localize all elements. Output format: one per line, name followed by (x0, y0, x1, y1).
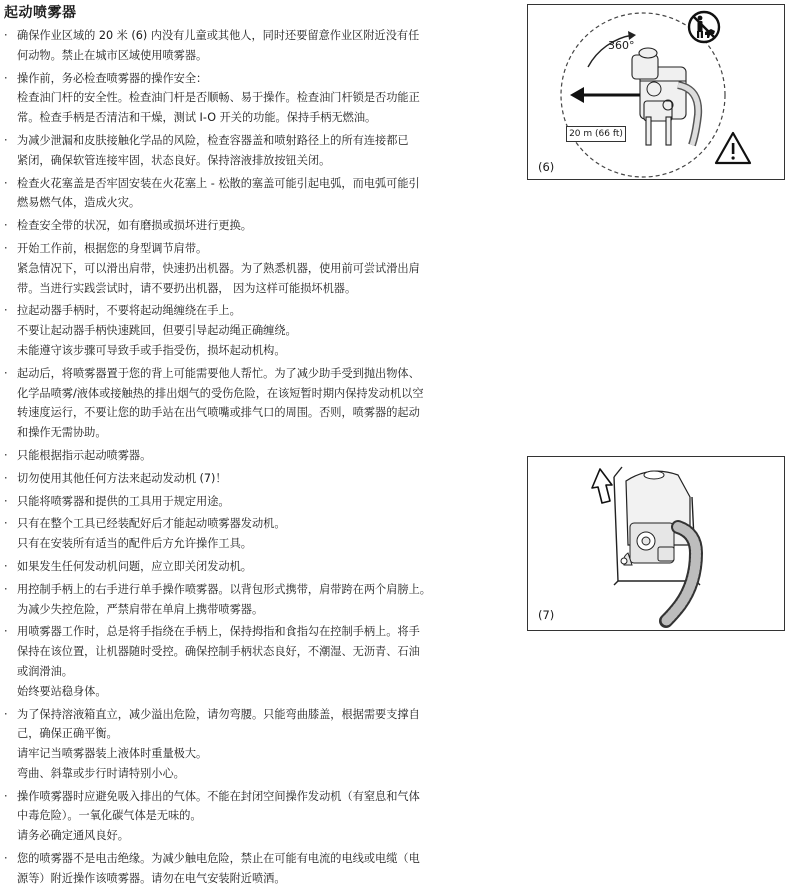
sprayer-perimeter-illustration (528, 5, 784, 179)
list-item-line: 如果发生任何发动机问题，应立即关闭发动机。 (17, 559, 252, 573)
bullet-marker: · (4, 471, 8, 485)
bullet-marker: · (4, 448, 8, 462)
bullet-marker: · (4, 133, 8, 147)
list-item (4, 26, 466, 66)
list-item-line: 不要让起动器手柄快速跳回，但要引导起动绳正确缠绕。 (17, 324, 297, 338)
list-item-line: 用喷雾器工作时，总是将手指绕在手柄上，保持拇指和食指勾在控制手柄上。将手 (17, 625, 420, 639)
list-item-line: 化学品喷雾/液体或接触热的排出烟气的受伤危险，在该短暂时期内保持发动机以空 (17, 386, 424, 400)
list-item-line: 为减少泄漏和皮肤接触化学品的风险，检查容器盖和喷射路径上的所有连接都已 (17, 133, 409, 147)
instruction-list (4, 26, 466, 892)
page-title: 起动喷雾器 (4, 5, 77, 21)
bullet-marker: · (4, 304, 8, 318)
list-item (4, 849, 466, 889)
bullet-marker: · (4, 241, 8, 255)
list-item-line: 检查安全带的状况，如有磨损或损坏进行更换。 (17, 219, 252, 233)
list-item-line: 源等）附近操作该喷雾器。请勿在电气安装附近喷洒。 (17, 871, 286, 885)
list-item-line: 操作喷雾器时应避免吸入排出的气体。不能在封闭空间操作发动机（有窒息和气体 (17, 789, 420, 803)
list-item-line: 拉起动器手柄时，不要将起动绳缠绕在手上。 (17, 304, 241, 318)
list-item-line: 请务必确定通风良好。 (17, 829, 129, 843)
bullet-marker: · (4, 582, 8, 596)
bullet-marker: · (4, 625, 8, 639)
list-item-line: 燃易燃气体，造成火灾。 (17, 196, 141, 210)
list-item (4, 469, 466, 489)
figure-number: (6) (538, 160, 555, 174)
list-item-line: 紧急情况下，可以滑出肩带，快速扔出机器。为了熟悉机器，使用前可尝试滑出肩 (17, 261, 420, 275)
list-item-line: 带。当进行实践尝试时，请不要扔出机器， 因为这样可能损坏机器。 (17, 281, 357, 295)
list-item-line: 紧闭，确保软管连接牢固，状态良好。保持溶液排放按钮关闭。 (17, 153, 331, 167)
list-item-line: 为减少失控危险，严禁肩带在单肩上携带喷雾器。 (17, 602, 264, 616)
bullet-marker: · (4, 71, 8, 85)
list-item-line: 您的喷雾器不是电击绝缘。为减少触电危险，禁止在可能有电流的电线或电缆（电 (17, 852, 420, 866)
list-item-line: 操作前，务必检查喷雾器的操作安全： (17, 71, 208, 85)
list-item-line: 请牢记当喷雾器装上液体时重量极大。 (17, 747, 208, 761)
list-item (4, 131, 466, 171)
list-item-line: 开始工作前，根据您的身型调节肩带。 (17, 241, 208, 255)
list-item-line: 只能将喷雾器和提供的工具用于规定用途。 (17, 494, 230, 508)
list-item-line: 保持在该位置，让机器随时受控。确保控制手柄状态良好，不潮湿、无沥青、石油 (17, 645, 420, 659)
list-item-line: 未能遵守该步骤可导致手或手指受伤，损坏起动机构。 (17, 343, 286, 357)
list-item-line: 检查火花塞盖是否牢固安装在火花塞上 - 松散的塞盖可能引起电弧，而电弧可能引 (17, 176, 420, 190)
bullet-marker: · (4, 707, 8, 721)
list-item-line: 只有在安装所有适当的配件后方允许操作工具。 (17, 537, 252, 551)
bullet-marker: · (4, 852, 8, 866)
bullet-marker: · (4, 494, 8, 508)
bullet-marker: · (4, 29, 8, 42)
list-item (4, 364, 466, 443)
list-item (4, 446, 466, 466)
list-item-line: 和操作无需协助。 (17, 426, 107, 440)
list-item-line: 己，确保正确平衡。 (17, 727, 118, 741)
list-item (4, 514, 466, 554)
bullet-marker: · (4, 559, 8, 573)
sprayer-upright-illustration (528, 457, 784, 630)
angle-label: 360° (608, 39, 635, 52)
list-item-line: 只有在整个工具已经装配好后才能起动喷雾器发动机。 (17, 517, 286, 531)
list-item-line: 为了保持溶液箱直立，减少溢出危险，请勿弯腰。只能弯曲膝盖，根据需要支撑自 (17, 707, 420, 721)
figure-6 (527, 4, 785, 180)
list-item (4, 557, 466, 577)
up-arrow-icon (592, 469, 612, 503)
list-item (4, 622, 466, 701)
bullet-marker: · (4, 219, 8, 233)
list-item-line: 始终要站稳身体。 (17, 684, 107, 698)
bullet-marker: · (4, 176, 8, 190)
distance-label: 20 m (66 ft) (566, 126, 626, 142)
warning-triangle-icon (716, 133, 750, 163)
list-item-line: 何动物。禁止在城市区域使用喷雾器。 (17, 48, 208, 62)
bullet-marker: · (4, 789, 8, 803)
list-item (4, 69, 466, 128)
list-item-line: 用控制手柄上的右手进行单手操作喷雾器。以背包形式携带，肩带跨在两个肩膀上。 (17, 582, 431, 596)
list-item-line: 检查油门杆的安全性。检查油门杆是否顺畅、易于操作。检查油门杆锁是否功能正 (17, 91, 420, 105)
list-item-line: 只能根据指示起动喷雾器。 (17, 448, 152, 462)
list-item (4, 216, 466, 236)
list-item-line: 常。检查手柄是否清洁和干燥，测试 I-O 开关的功能。保持手柄无燃油。 (17, 111, 377, 125)
list-item (4, 239, 466, 298)
figure-number: (7) (538, 608, 555, 622)
list-item (4, 705, 466, 784)
list-item-line: 转速度运行，不要让您的助手站在出气喷嘴或排气口的周围。否则，喷雾器的起动 (17, 406, 420, 420)
list-item-line: 切勿使用其他任何方法来起动发动机 (7)！ (17, 471, 227, 485)
list-item (4, 580, 466, 620)
list-item-line: 确保作业区域的 20 米 (6) 内没有儿童或其他人，同时还要留意作业区附近没有任 (17, 29, 420, 42)
list-item-line: 弯曲、斜靠或步行时请特别小心。 (17, 766, 185, 780)
list-item-line: 中毒危险）。一氧化碳气体是无味的。 (17, 809, 202, 823)
no-persons-animals-icon (689, 12, 719, 42)
bullet-marker: · (4, 517, 8, 531)
list-item (4, 174, 466, 214)
list-item-line: 起动后，将喷雾器置于您的背上可能需要他人帮忙。为了减少助手受到抛出物体、 (17, 366, 420, 380)
figure-7 (527, 456, 785, 631)
list-item (4, 787, 466, 846)
bullet-marker: · (4, 366, 8, 380)
list-item-line: 或润滑油。 (17, 664, 73, 678)
list-item (4, 301, 466, 360)
list-item (4, 492, 466, 512)
